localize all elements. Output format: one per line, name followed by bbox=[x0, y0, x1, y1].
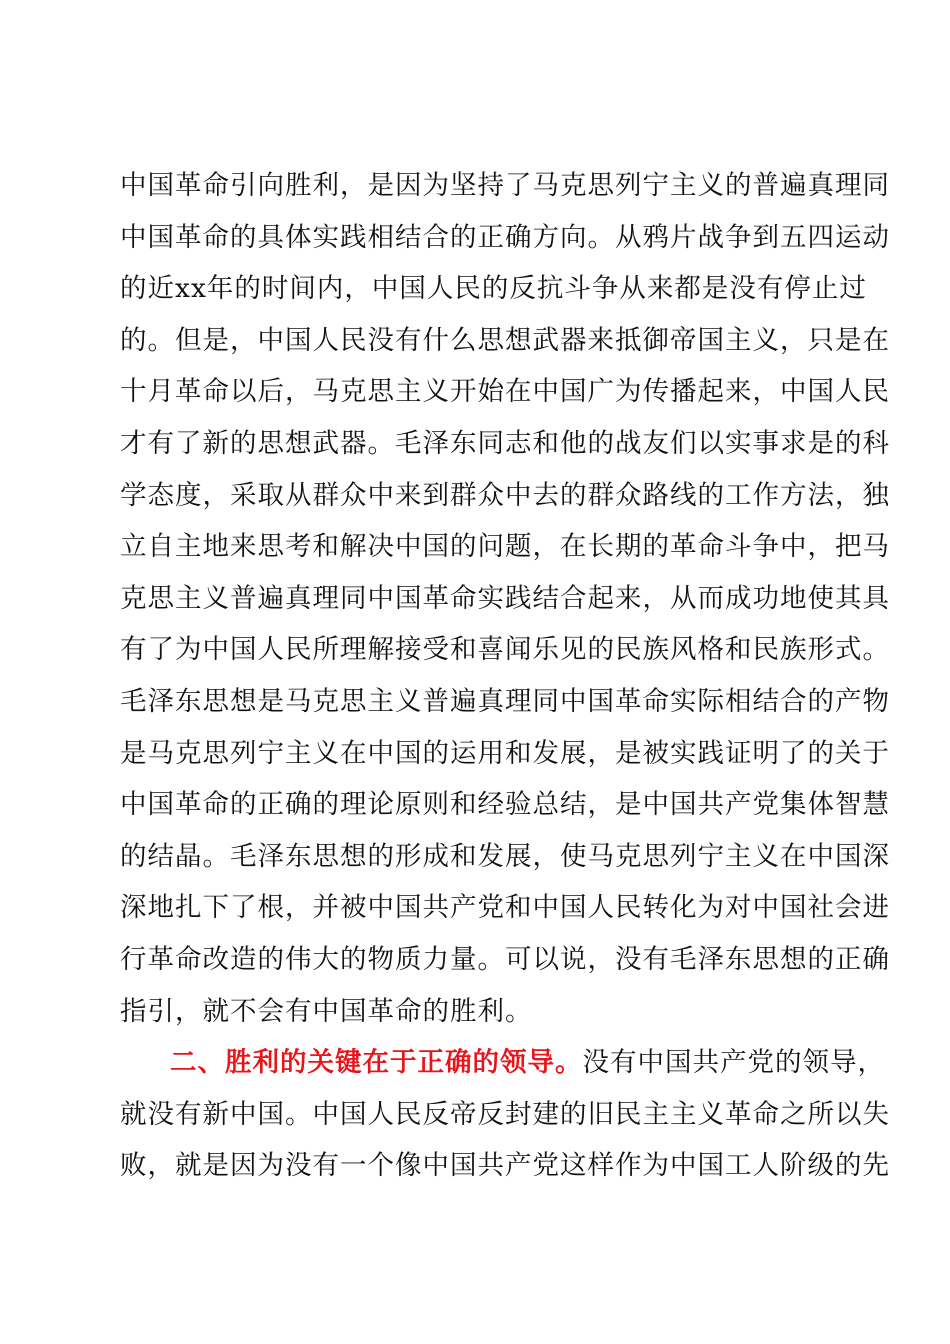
paragraph-line: 的。但是，中国人民没有什么思想武器来抵御帝国主义，只是在 bbox=[120, 324, 890, 356]
paragraph-line: 中国革命的正确的理论原则和经验总结，是中国共产党集体智慧 bbox=[120, 789, 890, 821]
paragraph-line: 的近xx年的时间内，中国人民的反抗斗争从来都是没有停止过 bbox=[120, 273, 867, 305]
document-body bbox=[120, 160, 890, 1192]
paragraph-line: 深地扎下了根，并被中国共产党和中国人民转化为对中国社会进 bbox=[120, 892, 890, 924]
section-heading: 二、胜利的关键在于正确的领导。 bbox=[170, 1047, 583, 1079]
paragraph-line: 立自主地来思考和解决中国的问题，在长期的革命斗争中，把马 bbox=[120, 531, 890, 563]
paragraph-line: 的结晶。毛泽东思想的形成和发展，使马克思列宁主义在中国深 bbox=[120, 840, 890, 872]
section-heading-line bbox=[120, 1037, 885, 1089]
paragraph-line: 行革命改造的伟大的物质力量。可以说，没有毛泽东思想的正确 bbox=[120, 943, 890, 975]
paragraph-line: 中国革命的具体实践相结合的正确方向。从鸦片战争到五四运动 bbox=[120, 221, 890, 253]
paragraph-line: 败，就是因为没有一个像中国共产党这样作为中国工人阶级的先 bbox=[120, 1150, 890, 1182]
paragraph-line: 就没有新中国。中国人民反帝反封建的旧民主主义革命之所以失 bbox=[120, 1098, 890, 1130]
paragraph-line: 中国革命引向胜利，是因为坚持了马克思列宁主义的普遍真理同 bbox=[120, 170, 890, 201]
section-heading-continuation: 没有中国共产党的领导， bbox=[582, 1047, 885, 1079]
paragraph-line: 有了为中国人民所理解接受和喜闻乐见的民族风格和民族形式。 bbox=[120, 634, 890, 666]
paragraph-line: 指引，就不会有中国革命的胜利。 bbox=[120, 995, 533, 1027]
paragraph-line: 毛泽东思想是马克思主义普遍真理同中国革命实际相结合的产物 bbox=[120, 685, 890, 717]
paragraph-line: 克思主义普遍真理同中国革命实践结合起来，从而成功地使其具 bbox=[120, 582, 890, 614]
paragraph-line: 学态度，采取从群众中来到群众中去的群众路线的工作方法，独 bbox=[120, 479, 890, 511]
paragraph-line: 才有了新的思想武器。毛泽东同志和他的战友们以实事求是的科 bbox=[120, 427, 890, 459]
paragraph-line: 是马克思列宁主义在中国的运用和发展，是被实践证明了的关于 bbox=[120, 737, 890, 769]
paragraph-line: 十月革命以后，马克思主义开始在中国广为传播起来，中国人民 bbox=[120, 376, 890, 408]
